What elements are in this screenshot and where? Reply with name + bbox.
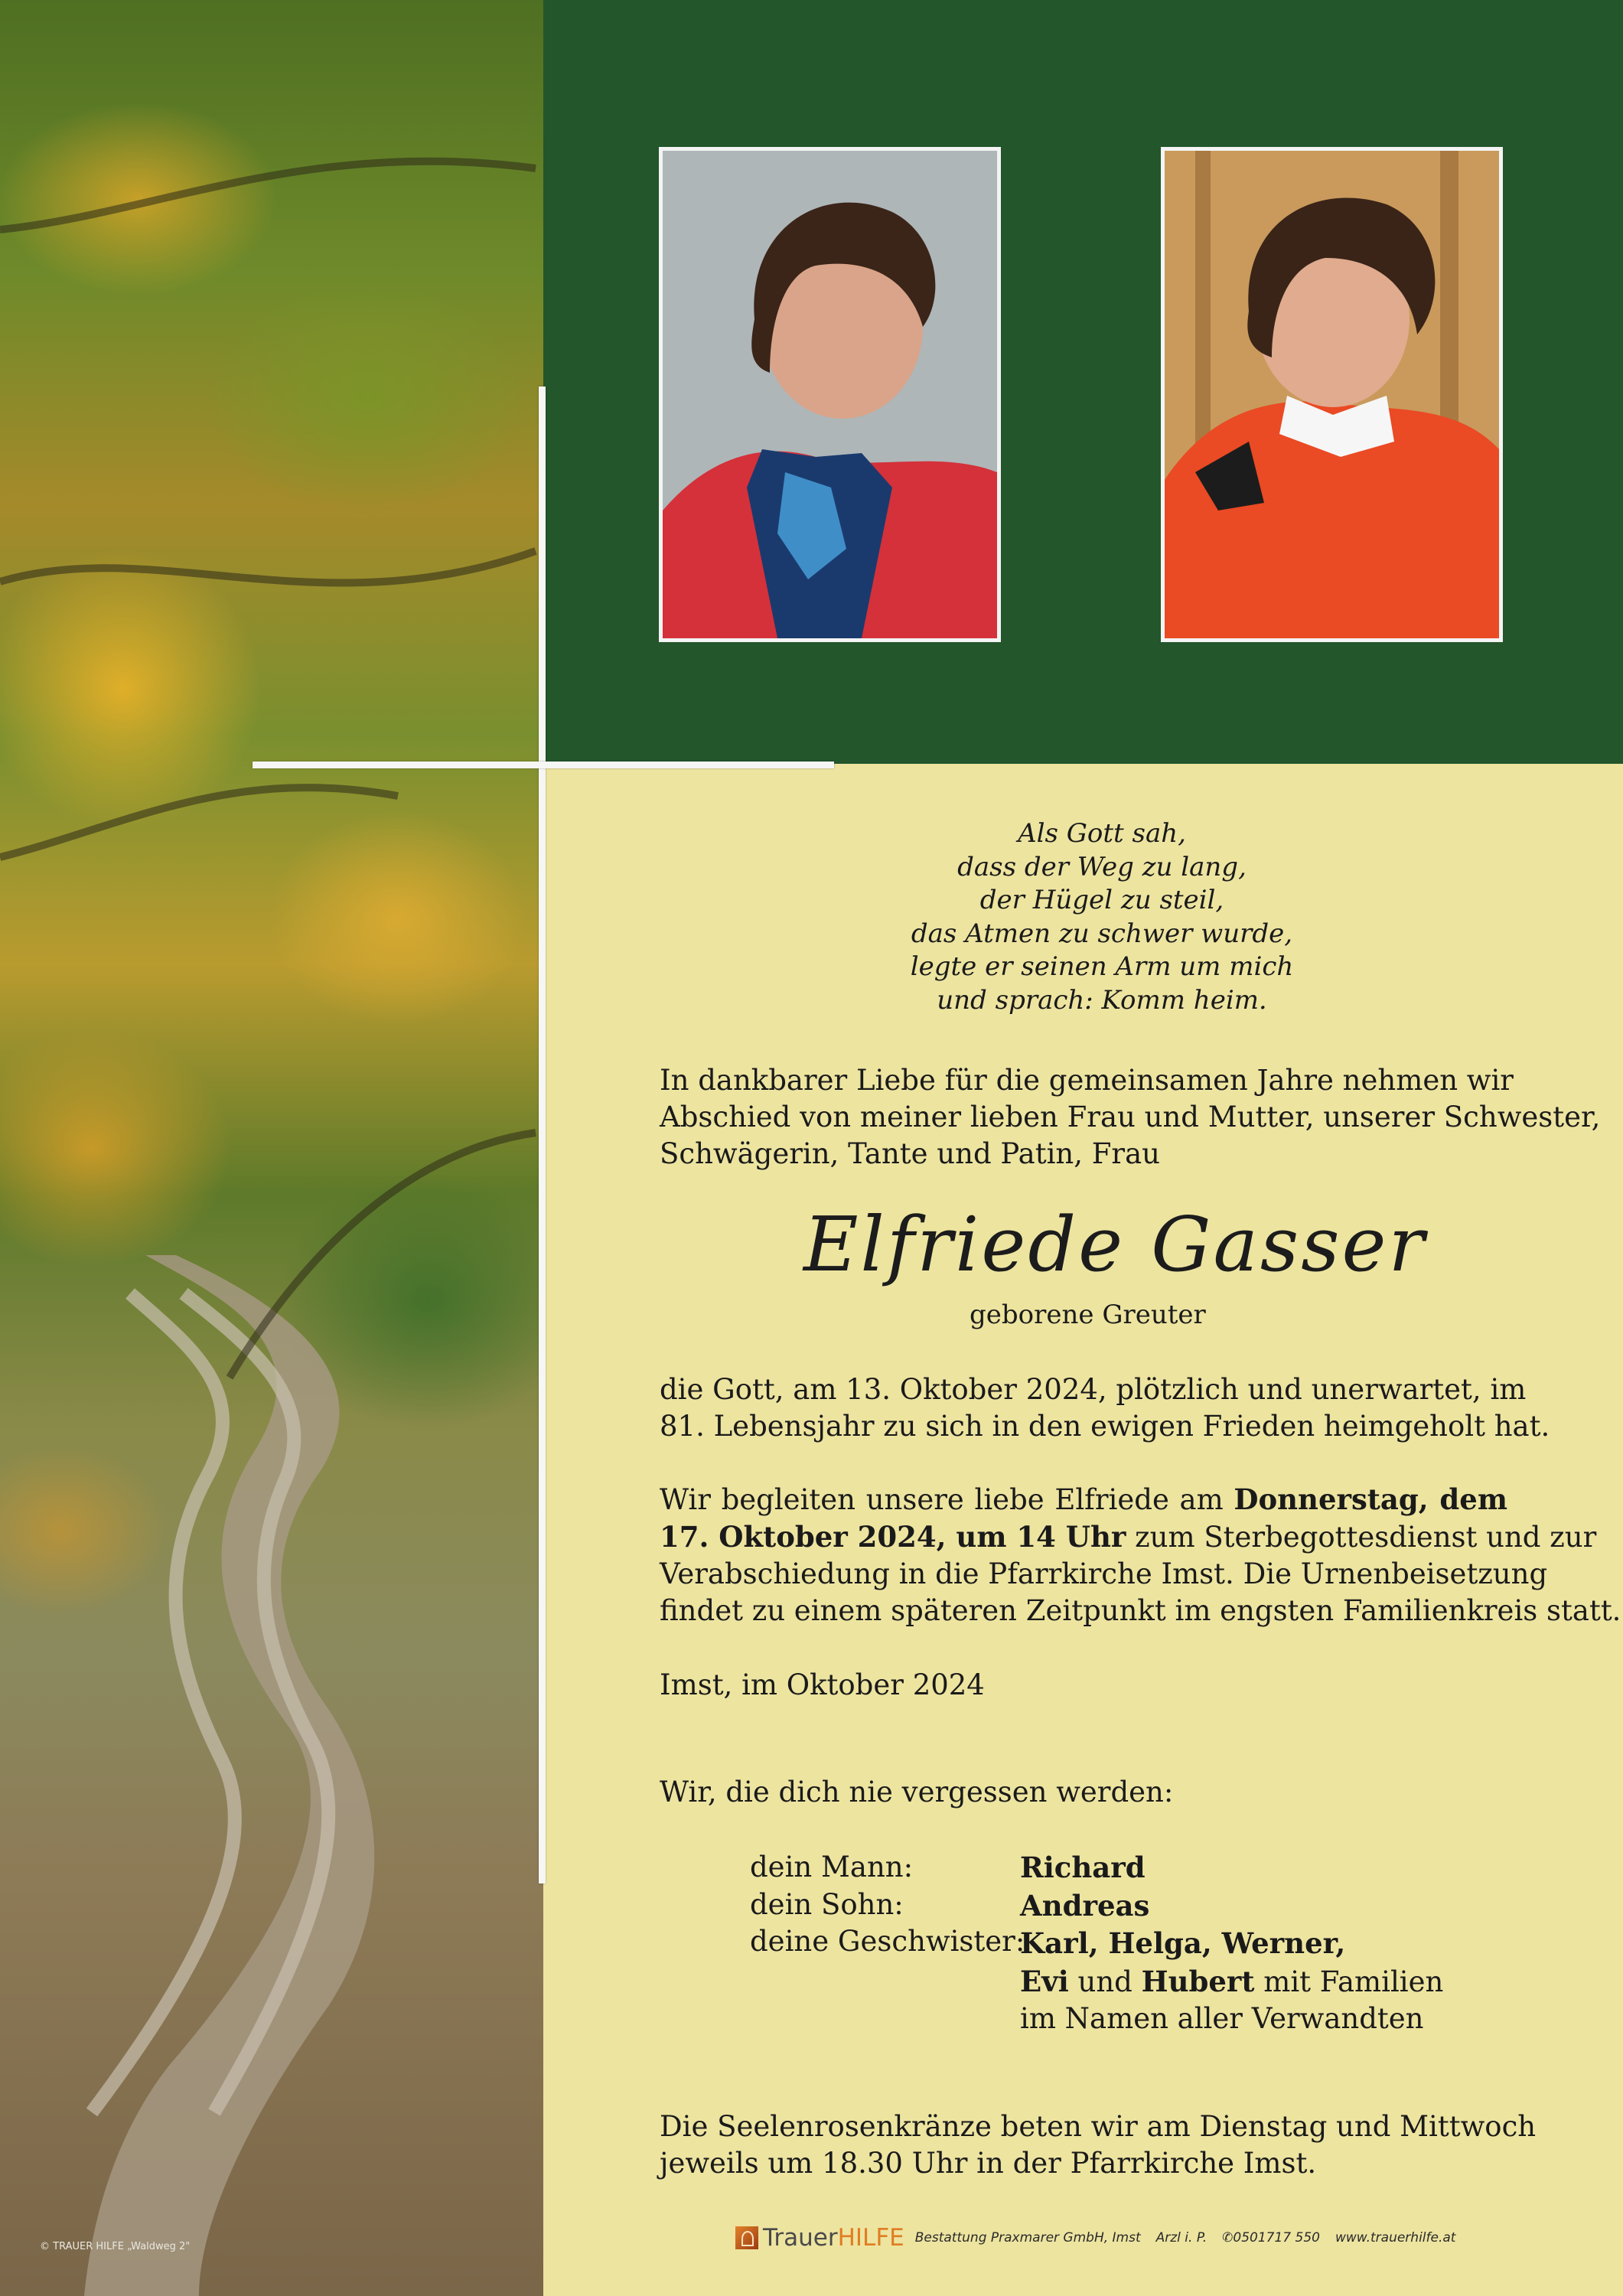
intro-line: Schwägerin, Tante und Patin, Frau [660,1137,1161,1170]
place-date: Imst, im Oktober 2024 [660,1668,985,1701]
portrait-photo-1 [659,147,1001,642]
deceased-name: Elfriede Gasser [803,1202,1427,1289]
service-day: Donnerstag, dem [1234,1482,1507,1516]
poem-line: der Hügel zu steil, [979,885,1224,915]
role-son: dein Sohn: [750,1887,904,1921]
closing-line: Wir, die dich nie vergessen werden: [660,1776,1174,1808]
intro-line: In dankbarer Liebe für die gemeinsamen Jahre nehmen wir [660,1064,1514,1097]
footer-company: Bestattung Praxmarer GmbH, Imst [914,2230,1141,2245]
poem [796,817,1408,1017]
footer [735,2224,1471,2252]
service-line: Verabschiedung in die Pfarrkirche Imst. Die Urnenbeisetzung [660,1557,1548,1590]
role-siblings: deine Geschwister: [750,1925,1025,1958]
poem-line: das Atmen zu schwer wurde, [911,918,1293,949]
trauerhilfe-logo-icon [735,2226,758,2249]
intro-paragraph [660,1062,1601,1172]
death-line: die Gott, am 13. Oktober 2024, plötzlich und unerwartet, im [660,1373,1527,1406]
logo-text-hilfe: HILFE [837,2224,904,2252]
poem-line: Als Gott sah, [1018,818,1186,849]
cross-vertical-bar [539,386,546,1883]
rosary-line: Die Seelenrosenkränze beten wir am Dienstag und Mittwoch [660,2110,1537,2143]
poem-line: und sprach: Komm heim. [937,984,1267,1016]
service-paragraph [660,1481,1621,1629]
husband-name: Richard [1020,1851,1146,1884]
footer-phone: ✆0501717 550 [1222,2230,1320,2245]
role-husband: dein Mann: [750,1851,914,1883]
family-names [1020,1849,1443,2038]
rosary-paragraph [660,2108,1537,2182]
poem-line: legte er seinen Arm um mich [910,951,1294,982]
son-name: Andreas [1020,1888,1150,1923]
death-notice [660,1371,1550,1445]
intro-line: Abschied von meiner lieben Frau und Mutter, unserer Schwester, [660,1101,1601,1133]
logo-text-trauer: Trauer [763,2224,838,2252]
rosary-line: jeweils um 18.30 Uhr in der Pfarrkirche Imst. [660,2147,1317,2180]
portrait-photo-2 [1161,147,1503,642]
maiden-name: geborene Greuter [970,1300,1206,1330]
cross-horizontal-bar [253,762,834,768]
poem-line: dass der Weg zu lang, [957,851,1247,882]
forest-path-image [0,0,543,2296]
siblings-names: Karl, Helga, Werner, [1020,1926,1346,1960]
service-line: 17. Oktober 2024, um 14 Uhr zum Sterbegottesdienst und zur [660,1520,1597,1554]
siblings-line-2: Evi und Hubert mit Familien [1020,1964,1444,1998]
service-line: Wir begleiten unsere liebe Elfriede am Donnerstag, dem [660,1482,1507,1516]
relatives-line: im Namen aller Verwandten [1020,2002,1424,2035]
footer-website[interactable]: www.trauerhilfe.at [1335,2230,1456,2245]
death-line: 81. Lebensjahr zu sich in den ewigen Frieden heimgeholt hat. [660,1410,1550,1443]
service-line: findet zu einem späteren Zeitpunkt im engsten Familienkreis statt. [660,1594,1621,1627]
image-credit: © TRAUER HILFE „Waldweg 2" [40,2241,191,2252]
family-roles [750,1849,1025,1961]
footer-branch: Arzl i. P. [1155,2230,1207,2245]
service-date-time: 17. Oktober 2024, um 14 Uhr [660,1520,1126,1554]
